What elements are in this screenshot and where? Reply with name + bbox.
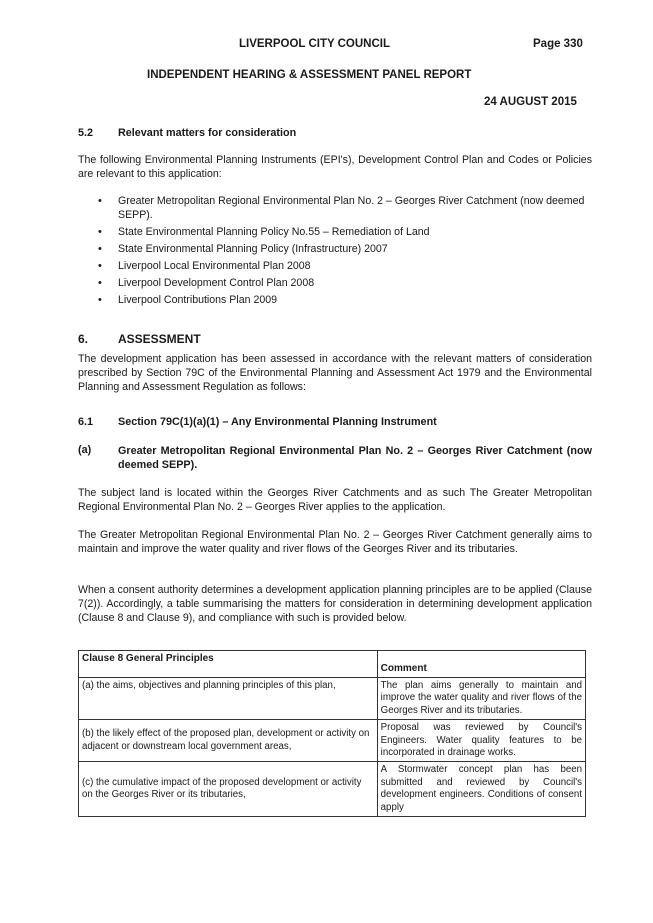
clause-8-table (78, 650, 586, 817)
subsection-heading: Greater Metropolitan Regional Environmental Plan No. 2 – Georges River Catchment (now deemed SEPP). (118, 445, 592, 471)
body-paragraph: When a consent authority determines a development application planning principles are to be applied (Clause 7(2)). Accordingly, a table summarising the matters for consideration in determining development application (Clause 8 and Clause 9), and compliance with such is provided below. (78, 584, 592, 624)
list-item: • Liverpool Development Control Plan 2008 (96, 277, 596, 291)
section-heading: Section 79C(1)(a)(1) – Any Environmental Planning Instrument (118, 416, 437, 428)
body-paragraph: The Greater Metropolitan Regional Environmental Plan No. 2 – Georges River Catchment generally aims to maintain and improve the water quality and river flows of the Georges River and its tributaries. (78, 529, 592, 555)
intro-paragraph: The following Environmental Planning Instruments (EPI's), Development Control Plan and Codes or Policies are relevant to this application: (78, 154, 592, 180)
council-name: LIVERPOOL CITY COUNCIL (239, 38, 391, 50)
table-cell: The plan aims generally to maintain and improve the water quality and river flows of the Georges River and its tributaries. (377, 678, 585, 720)
section-number: 5.2 (78, 127, 94, 139)
section-number: 6.1 (78, 416, 94, 428)
page-number: Page 330 (533, 38, 583, 50)
table-row (79, 762, 586, 817)
section-heading: Relevant matters for consideration (118, 127, 297, 139)
list-item: • Liverpool Local Environmental Plan 2008 (96, 260, 596, 274)
table-cell: Proposal was reviewed by Council's Engineers. Water quality features to be incorporated in drainage works. (377, 720, 585, 762)
report-title: INDEPENDENT HEARING & ASSESSMENT PANEL REPORT (147, 69, 472, 81)
list-item: • Greater Metropolitan Regional Environmental Plan No. 2 – Georges River Catchment (now deemed SEPP). (96, 195, 596, 222)
table-row (79, 678, 586, 720)
table-cell: (b) the likely effect of the proposed plan, development or activity on adjacent or downstream local government areas, (79, 720, 378, 762)
list-item: • State Environmental Planning Policy (Infrastructure) 2007 (96, 243, 596, 257)
report-date: 24 AUGUST 2015 (484, 96, 577, 108)
table-cell: A Stormwater concept plan has been submitted and reviewed by Council's development engineers. Conditions of consent apply (377, 762, 585, 817)
body-paragraph: The subject land is located within the Georges River Catchments and as such The Greater Metropolitan Regional Environmental Plan No. 2 – Georges River applies to the application. (78, 487, 592, 513)
list-item: • State Environmental Planning Policy No.55 – Remediation of Land (96, 226, 596, 240)
section-heading: ASSESSMENT (118, 332, 201, 346)
table-cell: (a) the aims, objectives and planning principles of this plan, (79, 678, 378, 720)
column-header: Clause 8 General Principles (79, 651, 378, 678)
assessment-paragraph: The development application has been assessed in accordance with the relevant matters of consideration prescribed by Section 79C of the Environmental Planning and Assessment Act 1979 and the Environmental Planning and Assessment Regulation as follows: (78, 353, 592, 393)
section-number: 6. (78, 332, 89, 346)
subsection-number: (a) (78, 444, 92, 456)
epi-list (96, 195, 596, 311)
table-cell: (c) the cumulative impact of the proposed development or activity on the Georges River or its tributaries, (79, 762, 378, 817)
list-item: • Liverpool Contributions Plan 2009 (96, 294, 596, 308)
column-header: Comment (377, 651, 585, 678)
table-row (79, 720, 586, 762)
table-header-row (79, 651, 586, 678)
